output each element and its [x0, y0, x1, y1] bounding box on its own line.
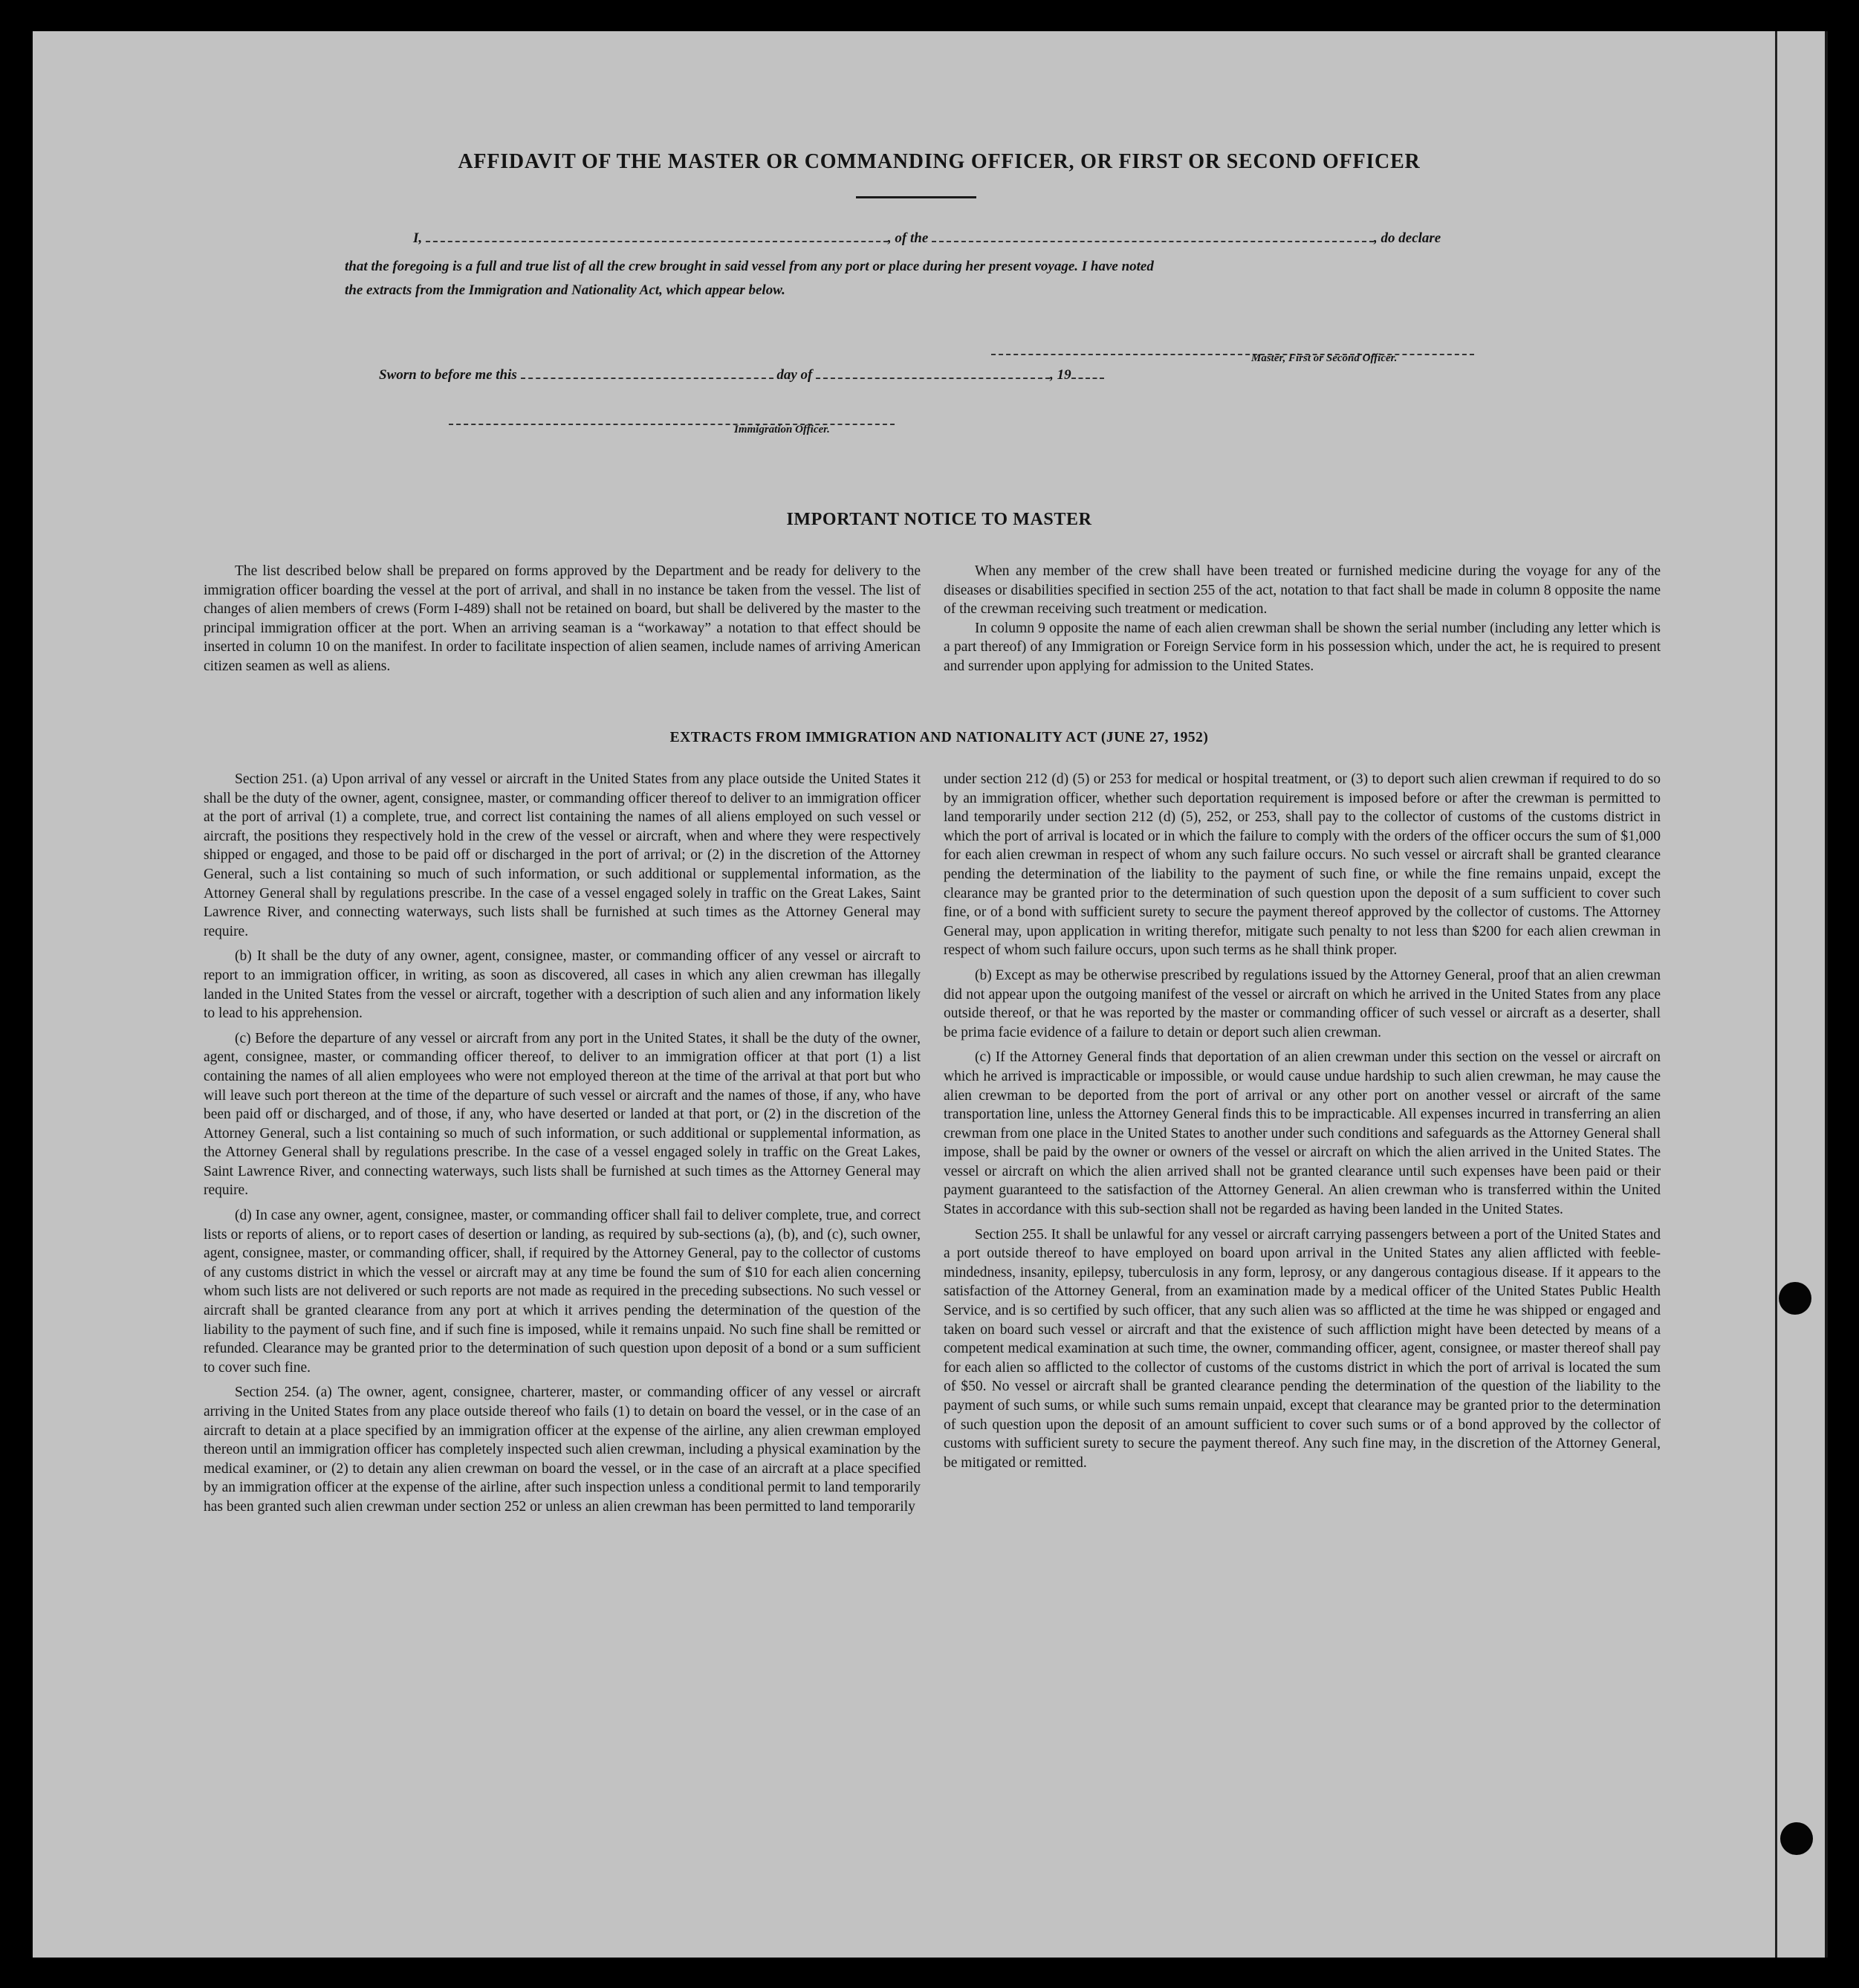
declaration-mid: , of the	[887, 230, 929, 246]
notice-paragraph: When any member of the crew shall have been treated or furnished medicine during the voyage for any of the diseases or disabilities specified in section 255 of the act, notation to that fact shall be made in column 8 opposite the name of the crewman receiving such treatment or medication.	[944, 563, 1661, 618]
section-paragraph: (b) Except as may be otherwise prescribed by regulations issued by the Attorney General, proof that an alien crewman did not appear upon the outgoing manifest of the vessel or aircraft on which he arrived in the United States from any place outside thereof, or that he was reported by the master or commanding officer of such vessel or aircraft as a deserter, shall be prima facie evidence of a failure to detain or deport such alien crewman.	[944, 967, 1661, 1040]
section-paragraph: (c) Before the departure of any vessel or aircraft from any port in the United States, it shall be the duty of the owner, agent, consignee, master, or commanding officer thereof, to deliver to an immigration officer at that port (1) a list containing the names of all alien employees who were not employed thereon at the time of the arrival at that port but who will leave such port thereon at the time of the departure of such vessel or aircraft and the names of those, if any, who have been paid off or discharged, and of those, if any, who have deserted or landed at that port, or (2) in the discretion of the Attorney General, such a list containing so much of such information, or such additional or supplemental information, as the Attorney General shall by regulations prescribe. In the case of a vessel engaged solely in traffic on the Great Lakes, Saint Lawrence River, and connecting waterways, such lists shall be furnished at such times as the Attorney General may require.	[204, 1030, 921, 1199]
form-sheet	[33, 31, 1828, 1958]
extracts-right-column	[944, 770, 1661, 1478]
sworn-day-blank[interactable]	[521, 367, 773, 379]
section-paragraph: Section 254. (a) The owner, agent, consignee, charterer, master, or commanding officer of any vessel or aircraft arriving in the United States from any place outside thereof who fails (1) to detain on board the vessel, or in the case of an aircraft to detain at a place specified by an immigration officer at the expense of the airline, any alien crewman employed thereon until an immigration officer has completely inspected such alien crewman, including a physical examination by the medical examiner, or (2) to detain any alien crewman on board the vessel, or in the case of an aircraft at a place specified by an immigration officer at the expense of the airline, after such inspection unless a conditional permit to land temporarily has been granted such alien crewman under section 252 or unless an alien crewman has been permitted to land temporarily	[204, 1385, 921, 1515]
declaration-text-line-3: the extracts from the Immigration and Nationality Act, which appear below.	[345, 282, 785, 298]
title-rule	[856, 196, 976, 198]
section-paragraph: (b) It shall be the duty of any owner, agent, consignee, master, or commanding officer of any vessel or aircraft to report to an immigration officer, in writing, as soon as discovered, all cases in which any alien crewman has illegally landed in the United States from the vessel or aircraft, together with a description of such alien and any information likely to lead to his apprehension.	[204, 948, 921, 1022]
sworn-start: Sworn to before me this	[379, 367, 517, 383]
punch-hole	[1779, 1282, 1811, 1315]
section-paragraph: (d) In case any owner, agent, consignee, master, or commanding officer shall fail to deliver complete, true, and correct lists or reports of aliens, or to report cases of desertion or landing, as required by sub-sections (a), (b), and (c), such owner, agent, consignee, master, or commanding officer, shall, if required by the Attorney General, pay to the collector of customs of any customs district in which the vessel or aircraft may at any time be found the sum of $10 for each alien concerning whom such lists are not delivered or such reports are not made as required in the preceding subsections. No such vessel or aircraft shall be granted clearance from any port at which it arrives pending the determination of the question of the liability to the payment of such fine, and if such fine is imposed, while it remains unpaid. No such fine shall be remitted or refunded. Clearance may be granted prior to the determination of such question upon deposit of a bond or a sum sufficient to cover such fine.	[204, 1208, 921, 1376]
section-paragraph: under section 212 (d) (5) or 253 for medical or hospital treatment, or (3) to deport such alien crewman if required to do so by an immigration officer, whether such deportation requirement is imposed before or after the crewman is permitted to land temporarily under section 212 (d) (5), 252, or 253, shall pay to the collector of customs of the customs district in which the port of arrival is located or in which the failure to comply with the orders of the officer occurs the sum of $1,000 for each alien crewman in respect of whom any such failure occurs. No such vessel or aircraft shall be granted clearance pending the determination of the liability to the payment of such fine, or while the fine remains unpaid, except the clearance may be granted prior to the determination of such question upon the deposit of a sum sufficient to cover such fine, or of a bond with sufficient surety to secure the payment thereof approved by the collector of customs. The Attorney General may, upon application in writing therefor, mitigate such penalty to not less than $200 for each alien crewman in respect of whom such failure occurs, upon such terms as he shall think proper.	[944, 771, 1661, 959]
section-paragraph: (c) If the Attorney General finds that deportation of an alien crewman under this section on the vessel or aircraft on which he arrived is impracticable or impossible, or would cause undue hardship to such alien crewman, he may cause the alien crewman to be deported from the port of arrival or any other port on another vessel or aircraft of the same transportation line, unless the Attorney General finds this to be impracticable. All expenses incurred in transferring an alien crewman from one place in the United States to another under such conditions and safeguards as the Attorney General shall impose, shall be paid by the owner or owners of the vessel or aircraft on which the alien arrived in the United States. The vessel or aircraft on which the alien arrived shall not be granted clearance until such expenses have been paid or their payment guaranteed to the satisfaction of the Attorney General. An alien crewman who is transferred within the United States in accordance with this sub-section shall not be regarded as having been landed in the United States.	[944, 1049, 1661, 1218]
notice-paragraph: In column 9 opposite the name of each alien crewman shall be shown the serial number (including any letter which is a part thereof) of any Immigration or Foreign Service form in his possession which, under the act, he is required to present and surrender upon applying for admission to the United States.	[944, 620, 1661, 674]
officer-caption: Immigration Officer.	[734, 424, 830, 436]
declaration-line	[345, 230, 1534, 247]
punch-hole	[1780, 1822, 1813, 1855]
section-paragraph: Section 251. (a) Upon arrival of any vessel or aircraft in the United States from any place outside the United States it shall be the duty of the owner, agent, consignee, master, or commanding officer thereof to deliver to an immigration officer at the port of arrival (1) a complete, true, and correct list containing the names of all aliens employed on such vessel or aircraft, the positions they respectively hold in the crew of the vessel or aircraft, when and where they were respectively shipped or engaged, and those to be paid off or discharged in the port of arrival; or (2) in the discretion of the Attorney General, such a list containing so much of such information, or such additional or supplemental information, as the Attorney General shall by regulations prescribe. In the case of a vessel engaged solely in traffic on the Great Lakes, Saint Lawrence River, and connecting waterways, such lists shall be furnished at such times as the Attorney General may require.	[204, 771, 921, 939]
master-signature-blank[interactable]	[991, 343, 1474, 355]
extracts-left-column	[204, 770, 921, 1523]
notice-left-column	[204, 562, 921, 682]
declaration-end: , do declare	[1374, 230, 1441, 246]
master-caption: Master, First or Second Officer.	[1251, 352, 1398, 364]
notice-right-column	[944, 562, 1661, 682]
sworn-mid: day of	[776, 367, 813, 383]
sworn-line	[345, 367, 1534, 383]
sworn-month-blank[interactable]	[816, 367, 1050, 379]
sworn-year-blank[interactable]	[1071, 367, 1104, 379]
name-blank[interactable]	[426, 230, 888, 242]
declaration-start: I,	[413, 230, 423, 246]
extracts-title: EXTRACTS FROM IMMIGRATION AND NATIONALITY ACT (JUNE 27, 1952)	[669, 730, 1209, 745]
section-paragraph: Section 255. It shall be unlawful for any vessel or aircraft carrying passengers between a port of the United States and a port outside thereof to have employed on board upon arrival in the United States any alien afflicted with feeble-mindedness, insanity, epilepsy, tuberculosis in any form, leprosy, or any dangerous contagious disease. If it appears to the satisfaction of the Attorney General, from an examination made by a medical officer of the United States Public Health Service, and is so certified by such officer, that any such alien was so afflicted at the time he was shipped or engaged and taken on board such vessel or aircraft and that the existence of such affliction might have been detected by means of a competent medical examination at such time, the owner, commanding officer, agent, consignee, or master thereof shall pay for each alien so afflicted to the collector of customs of the customs district in which the port of arrival is located the sum of $50. No vessel or aircraft shall be granted clearance pending the determination of the question of the liability to the payment of such sums, or while such sums remain unpaid, except that clearance may be granted prior to the determination of such question upon the deposit of an amount sufficient to cover such sums or of a bond approved by the collector of customs with sufficient surety to secure the payment thereof. Any such fine may, in the discretion of the Attorney General, be mitigated or remitted.	[944, 1226, 1661, 1471]
notice-paragraph: The list described below shall be prepared on forms approved by the Department and be ready for delivery to the immigration officer boarding the vessel at the port of arrival, and shall in no instance be taken from the vessel. The list of changes of alien members of crews (Form I-489) shall not be retained on board, but shall be delivered by the master to the principal immigration officer at the port. When an arriving seaman is a “workaway” a notation to that effect should be inserted in column 10 on the manifest. In order to facilitate inspection of alien seamen, include names of arriving American citizen seamen as well as aliens.	[204, 563, 921, 674]
sworn-year: , 19	[1050, 367, 1071, 383]
scan-edge-line	[1775, 31, 1777, 1958]
notice-title: IMPORTANT NOTICE TO MASTER	[786, 510, 1092, 529]
declaration-text-line-2: that the foregoing is a full and true list of all the crew brought in said vessel from any port or place during her present voyage. I have noted	[345, 259, 1154, 274]
affidavit-title: AFFIDAVIT OF THE MASTER OR COMMANDING OFFICER, OR FIRST OR SECOND OFFICER	[458, 150, 1421, 173]
vessel-blank[interactable]	[932, 230, 1374, 242]
